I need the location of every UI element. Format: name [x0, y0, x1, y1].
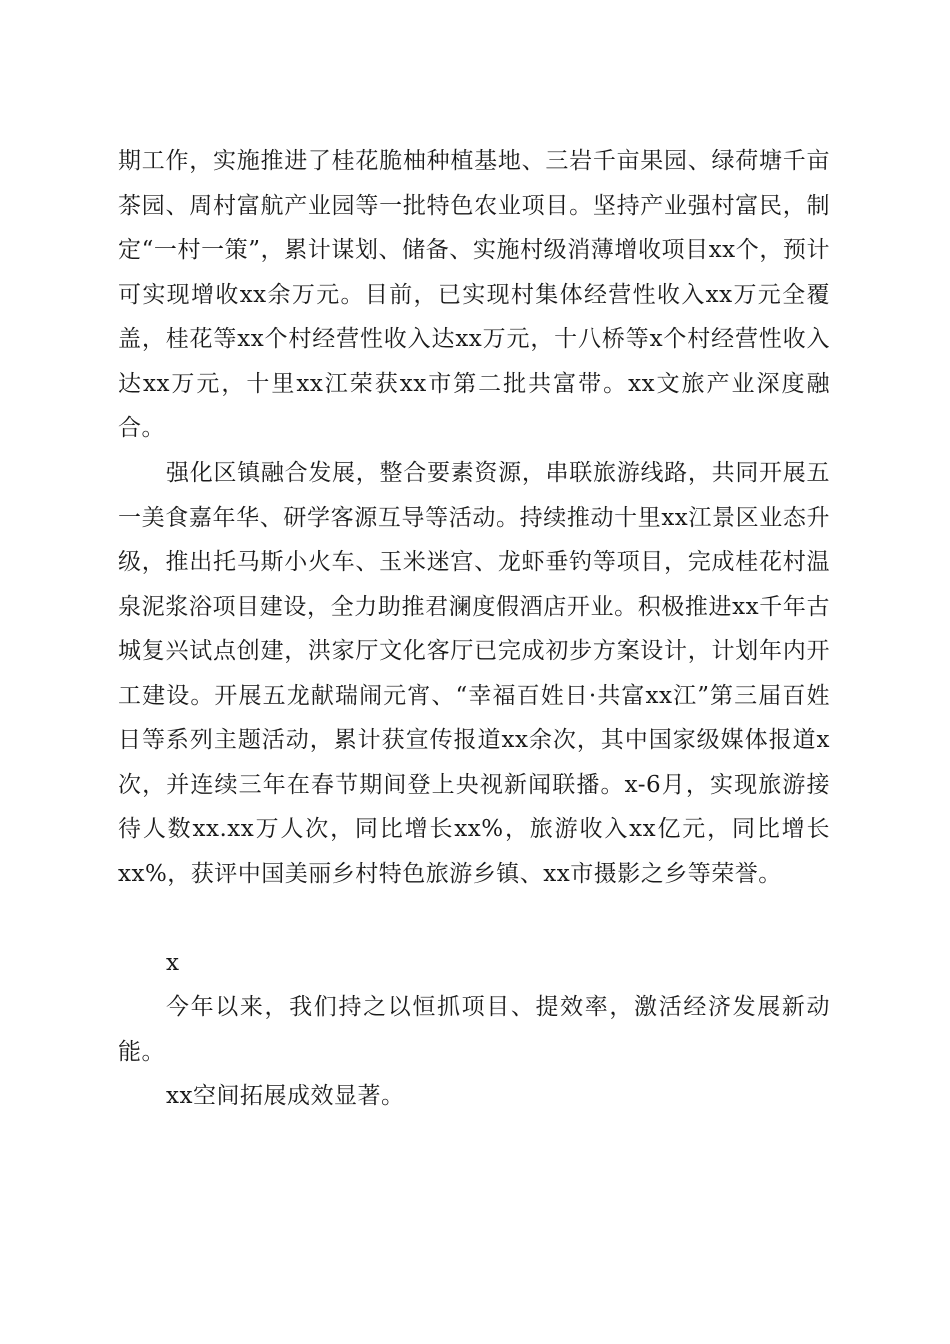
subheading-space-expansion: xx空间拓展成效显著。: [166, 1083, 405, 1109]
body-paragraph-intro: 今年以来，我们持之以恒抓项目、提效率，激活经济发展新动能。: [118, 994, 830, 1065]
body-paragraph-tourism: 强化区镇融合发展，整合要素资源，串联旅游线路，共同开展五一美食嘉年华、研学客源互导等活动。持续推动十里xx江景区业态升级，推出托马斯小火车、玉米迷宫、龙虾垂钓等项目，完成桂花村温泉泥浆浴项目建设，全力助推君澜度假酒店开业。积极推进xx千年古城复兴试点创建，洪家厅文化客厅已完成初步方案设计，计划年内开工建设。开展五龙献瑞闹元宵、“幸福百姓日·共富xx江”第三届百姓日等系列主题活动，累计获宣传报道xx余次，其中国家级媒体报道x次，并连续三年在春节期间登上央视新闻联播。x-6月，实现旅游接待人数xx.xx万人次，同比增长xx%，旅游收入xx亿元，同比增长xx%，获评中国美丽乡村特色旅游乡镇、xx市摄影之乡等荣誉。: [118, 460, 830, 887]
body-paragraph-continuation: 期工作，实施推进了桂花脆柚种植基地、三岩千亩果园、绿荷塘千亩茶园、周村富航产业园等一批特色农业项目。坚持产业强村富民，制定“一村一策”，累计谋划、储备、实施村级消薄增收项目xx个，预计可实现增收xx余万元。目前，已实现村集体经营性收入xx万元全覆盖，桂花等xx个村经营性收入达xx万元，十八桥等x个村经营性收入达xx万元，十里xx江荣获xx市第二批共富带。xx文旅产业深度融合。: [118, 148, 830, 441]
section-marker: x: [166, 950, 180, 976]
